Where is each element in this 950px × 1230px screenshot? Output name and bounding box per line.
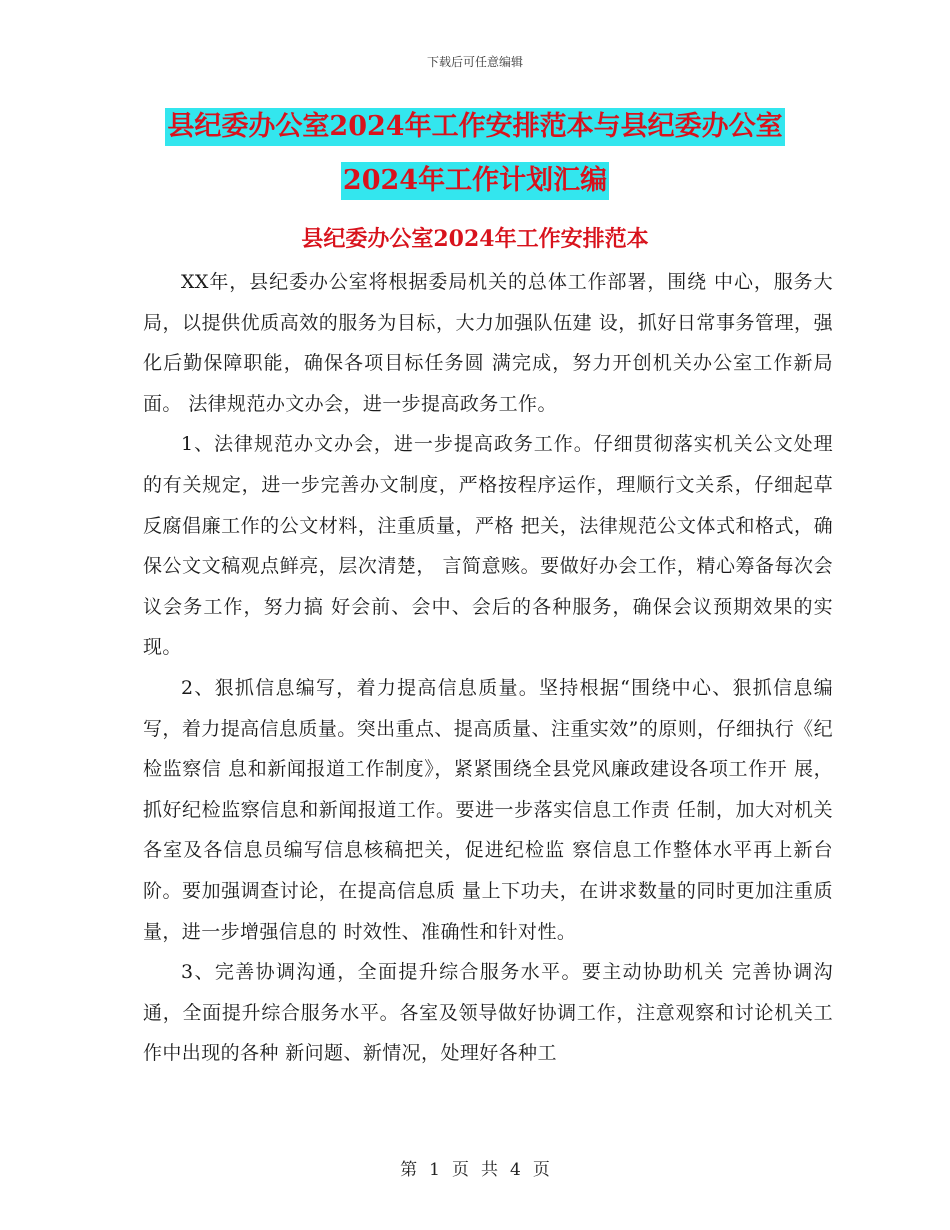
title-line-2: 2024年工作计划汇编 [341,162,609,200]
footer-total-label: 共 [481,1160,498,1180]
footer-page-unit: 页 [452,1160,469,1180]
footer-page-label: 第 [400,1160,418,1180]
paragraph-intro: XX年，县纪委办公室将根据委局机关的总体工作部署，围绕 中心，服务大局，以提供优质高效的服务为目标，大力加强队伍建 设，抓好日常事务管理，强化后勤保障职能，确保各项目标任务圆 满完成，努力开创机关办公室工作新局面。 法律规范办文办会，进一步提高政务工作。 [143,271,833,415]
paragraph-2: 2、狠抓信息编写，着力提高信息质量。坚持根据“围绕中心、狠抓信息编写，着力提高信息质量。突出重点、提高质量、注重实效”的原则，仔细执行《纪检监察信 息和新闻报道工作制度》，紧紧围绕全县党风廉政建设各项工作开 展，抓好纪检监察信息和新闻报道工作。要进一步落实信息工作责 任制，加大对机关各室及各信息员编写信息核稿把关，促进纪检监 察信息工作整体水平再上新台阶。要加强调查讨论，在提高信息质 量上下功夫，在讲求数量的同时更加注重质量，进一步增强信息的 时效性、准确性和针对性。 [143,676,833,943]
page-footer [0,1155,950,1180]
paragraph-3: 3、完善协调沟通，全面提升综合服务水平。要主动协助机关 完善协调沟通，全面提升综合服务水平。各室及领导做好协调工作，注意观察和讨论机关工作中出现的各种 新问题、新情况，处理好各种工 [143,961,833,1065]
document-body [143,262,833,1074]
paragraph-1: 1、法律规范办文办会，进一步提高政务工作。仔细贯彻落实机关公文处理的有关规定，进一步完善办文制度，严格按程序运作，理顺行文关系，仔细起草反腐倡廉工作的公文材料，注重质量，严格 把关，法律规范公文体式和格式，确保公文文稿观点鲜亮，层次清楚， 言简意赅。要做好办会工作，精心筹备每次会议会务工作，努力搞 好会前、会中、会后的各种服务，确保会议预期效果的实现。 [143,433,833,659]
section-subtitle: 县纪委办公室2024年工作安排范本 [301,226,649,252]
footer-page-number: 1 [429,1160,440,1180]
page-header-note: 下载后可任意编辑 [426,55,523,69]
document-title [0,108,950,216]
footer-total-number: 4 [510,1160,521,1180]
title-line-1: 县纪委办公室2024年工作安排范本与县纪委办公室 [165,108,784,146]
footer-total-unit: 页 [532,1160,550,1180]
